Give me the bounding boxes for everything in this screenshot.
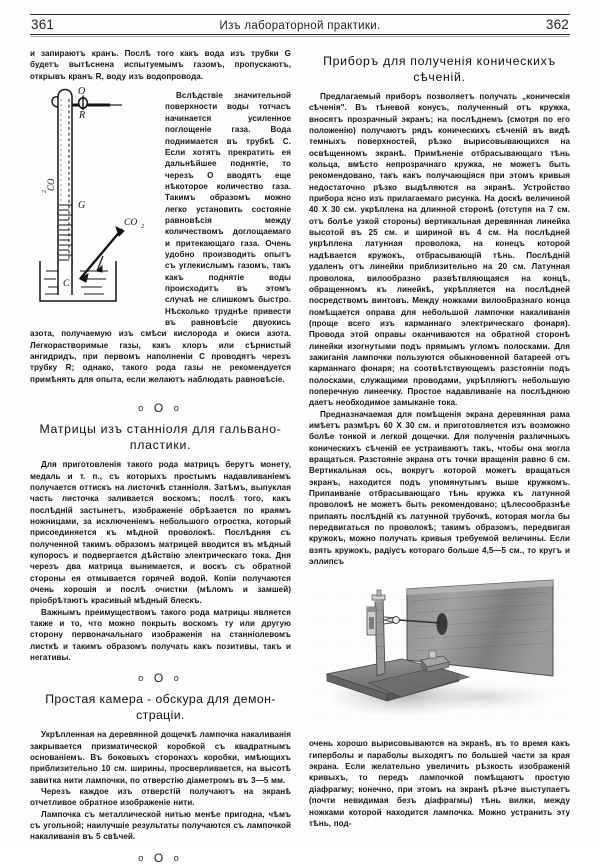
left-column — [30, 48, 291, 865]
folio-right: 362 — [545, 17, 569, 32]
left-wrapped-paragraph: Вслѣдствіе значительной поверхности воды тотчасъ начинается усиленное поглощеніе газа. Вода поднимается въ трубкѣ С. Если хотятъ прекратить ея дальнѣйшее поднятіе, то черезъ О вводятъ еще нѣкоторое количество газа. Такимъ образомъ можно легко установить состояніе равновѣсія между количествомъ доглощаемаго и притекающаго газа. Очень удобно производить опытъ съ углекислымъ газомъ, такъ какъ поднятіе воды происходитъ въ этомъ случаѣ не слишкомъ быстро. Нѣсколько труднѣе привести въ равновѣсіе двуокись азота, получаемую изъ смѣси кислорода и окиси азота. Легкорастворимые газы, какъ хлоръ или сѣрнистый ангидридъ, при первомъ наполненіи С проводятъ черезъ трубку R; однако, такого рода газы не рекомендуется примѣнять для опыта, если желаютъ наблюдать равновѣсіе. — [30, 91, 291, 384]
ornament-large-2: O — [153, 671, 168, 686]
ornament-small-right-2: o — [173, 673, 183, 684]
figure1-label-stopcock-top: O — [78, 86, 86, 98]
folio-left: 361 — [31, 17, 55, 32]
camera-paragraph-2: Черезъ каждое изъ отверстій получаютъ на экранѣ отчетливое обратное изображеніе нити. — [30, 787, 291, 808]
ornament-small-left-2: o — [138, 673, 148, 684]
section-title-camera-obscura — [30, 692, 291, 723]
ornament-large: O — [153, 401, 168, 416]
two-column-body — [30, 48, 570, 865]
section-title-conic-sections-apparatus — [309, 54, 570, 85]
stanniol-paragraph-1: Для приготовленія такого рода матрицъ берутъ монету, медаль и т. п., съ которыхъ простымъ надавливаніемъ получается оттискъ на листочкѣ станніоля. Затѣмъ, выпуклая часть листочка заливается воскомъ; послѣ того, какъ послѣдній застынетъ, изображеніе обрѣзается по краямъ ножницами, за исключеніемъ небольшого отростка, который присоединяется къ мѣдной проволокѣ. Послѣдняя съ полученной такимъ образомъ матрицей вводится въ мѣдный купоросъ и подвергается дѣйствію электрическаго тока. Дня черезъ два матрица вынимается, и воскъ съ обратной стороны ея отмывается горячей водой. Копіи получаются очень хорошія и послѣ очистки (мѣломъ и замшей) пріобрѣтаютъ красивый мѣдный блескъ. — [30, 460, 291, 606]
conic-paragraph-2: Предназначаемая для помѣщенія экрана деревянная рама имѣетъ размѣръ 60 X 30 см. и приготовляется изъ возможно болѣе тонкой и легкой дощечки. Для полученія различныхъ коническихъ сѣченій ее устраиваютъ такъ, чтобы она могла вращаться. Разстояніе экрана отъ точки вращенія равно 6 см. Вертикальная ось, вокругъ которой можетъ вращаться экранъ, находится подъ упомянутымъ выше кружкомъ. Припаиваніе отбрасывающаго тѣнь кружка къ латунной проволокѣ не можетъ быть рекомендовано; цѣлесообразнѣе припаять послѣдній къ латунной трубочкѣ, которая могла бы передвигаться по проволокѣ; такимъ образомъ, передвигая кружокъ, можно получать кривыя требуемой величины. Если взять кружокъ, радіусъ котораго больше 4,5—5 см., то кругъ и эллипсъ — [309, 409, 570, 567]
section-title-stanniol-matrices — [30, 422, 291, 453]
conic-paragraph-1: Предлагаемый приборъ позволяетъ получать „коническія сѣченія". Въ тѣневой конусъ, полученный отъ кружка, вносятъ прозрачный экранъ; на послѣднемъ (смотря по его положенію) получаютъ рядъ коническихъ сѣченій въ видѣ темныхъ поверхностей, рѣзко вырисовывающихся на освѣщенномъ экранѣ. Примѣненіе отбрасывающаго тѣнь кольца, вмѣсто непрозрачнаго кружка, не можетъ быть рекомендовано, такъ какъ получающіяся при этомъ кривыя недостаточно рѣзко выдѣляются на экранѣ. Устройство прибора ясно изъ прилагаемаго рисунка. На доскѣ величиной 40 X 30 см. укрѣплена на длинной сторонѣ (отступя на 7 см. отъ болѣе узкой стороны) вертикальная деревянная линейка высотой въ 25 см. и шириной въ 4 см. На послѣдней укрѣплена латунная проволока, на конецъ которой надѣвается кружокъ, отбрасывающій тѣнь. Послѣдній удаленъ отъ линейки приблизительно на 20 см. Латунная проволока, вилообразно развѣтвляющаяся на концѣ, обращенномъ къ линейкѣ, укрѣпляется на послѣдней посредствомъ винтовъ. Между ножками вилообразнаго конца помѣщается оправа для небольшой лампочки накаливанія (проще всего изъ карманнаго электрическаго фонаря). Провода этой оправы оканчиваются на обратной сторонѣ линейки изогнутыми подъ прямымъ угломъ полосками. Для зажиганія лампочки пользуются обыкновенной батареей отъ карманнаго фонаря; на соотвѣтствующемъ разстояніи подъ полосками, служащими проводами, укрѣпляютъ небольшую поперечную линеечку. Простое надавливаніе на послѣднюю даетъ необходимое замыканіе тока. — [309, 92, 570, 408]
stanniol-paragraph-2: Важнымъ преимуществомъ такого рода матрицы является также и то, что можно покрыть воскомъ ту или другую сторону первоначальнаго изображенія на станніолевомъ листкѣ и такимъ образомъ получать какъ позитивы, такъ и негативы. — [30, 607, 291, 662]
camera-title-line1: Простая камера - обскура для демон- — [45, 692, 276, 707]
running-title: Изъ лабораторной практики. — [219, 20, 381, 32]
conic-title-line1: Приборъ для полученія коническихъ — [323, 54, 556, 68]
ornament-divider-1 — [30, 402, 291, 414]
ornament-small-right: o — [173, 403, 183, 414]
header-rule-bottom-hairline — [30, 36, 570, 37]
camera-paragraph-3: Лампочка съ металлической нитью менѣе пригодна, чѣмъ съ угольной; наилучшіе результаты получаются съ лампочкой накаливанія въ 5 свѣчей. — [30, 809, 291, 842]
conic-paragraph-3: очень хорошо вырисовываются на экранѣ, въ то время какъ гиперболы и параболы выходятъ по большей части за края экрана. Если желательно увеличить рѣзкость изображеній кривыхъ, то передъ лампочкой помѣщаютъ простую діафрагму; конечно, при этомъ на экранѣ рѣзче выступаетъ (почти невидимая безъ діафрагмы) тѣнь вилки, между ножками которой находится лампочка. Можно устранить эту тѣнь, под- — [309, 739, 570, 828]
figure1-label-tube-letter: G — [78, 200, 86, 212]
left-continued-paragraph: и запираютъ кранъ. Послѣ того какъ вода изъ трубки G будетъ вытѣснена испытуемымъ газомъ, пропускаютъ, открывъ кранъ R, воду изъ водопровода. — [30, 49, 291, 81]
conic-title-line2: сѣченій. — [413, 69, 466, 84]
figure1-label-tube-gas: CO — [46, 178, 56, 192]
ornament-divider-2 — [30, 672, 291, 684]
page-header-area — [30, 14, 570, 37]
camera-title-line2: страціи. — [136, 707, 185, 722]
ornament-small-left: o — [138, 403, 148, 414]
figure1-label-inlet-gas-sub: 2 — [141, 223, 145, 231]
header-rule-bottom — [30, 34, 570, 35]
ornament-small-right-3: o — [173, 852, 183, 863]
ornament-divider-3 — [30, 852, 291, 864]
figure1-label-inlet-gas: CO — [124, 218, 138, 229]
ornament-small-left-3: o — [138, 852, 148, 863]
figure1-label-vessel-letter: C — [63, 279, 70, 290]
figure1-label-tube-gas-sub: 2 — [42, 190, 48, 194]
camera-paragraph-1: Укрѣпленная на деревянной дощечкѣ лампочка накаливанія закрывается призматической коробкой съ квадратнымъ основаніемъ. Въ боковыхъ сторонахъ коробки, имѣющихъ приблизительно 10 см. ширины, просверливается, на высотѣ завитка нити лампочки, по отверстію діаметромъ въ 3—5 мм. — [30, 730, 291, 785]
section-title-line2: пластики. — [129, 437, 192, 452]
running-header — [30, 15, 570, 33]
right-column — [309, 48, 570, 838]
figure1-label-stopcock-sub: R — [79, 110, 86, 122]
ornament-large-3: O — [153, 850, 168, 865]
figure-apparatus-photograph — [309, 577, 570, 729]
section-title-line1: Матрицы изъ станніоля для гальвано- — [39, 422, 282, 437]
figure-gas-absorption-apparatus — [36, 83, 158, 315]
